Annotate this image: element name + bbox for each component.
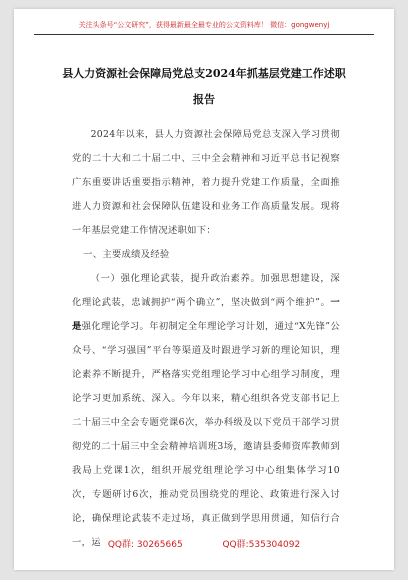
section-heading: 一、主要成绩及经验	[83, 249, 170, 260]
qq-group-1: QQ群: 30265665	[107, 540, 183, 550]
document-page	[14, 9, 394, 570]
qq-group-2: QQ群:535304092	[222, 540, 301, 550]
paragraph-opening: （一）强化理论武装，提升政治素养。加强思想建设，深化理论武装，忠诚拥护“两个确立”，坚决做到“两个维护”。	[72, 273, 340, 308]
emphasis-marker: 一是	[72, 297, 340, 332]
intro-paragraph: 2024年以来，县人力资源社会保障局党总支深入学习贯彻党的二十大和二十届二中、三中全会精神和习近平总书记视察广东重要讲话重要指示精神，着力提升党建工作质量，全面推进人力资源和社会保障队伍建设和业务工作高质量发展。现将一年基层党建工作情况述职如下：	[72, 129, 340, 236]
body-paragraph	[72, 267, 340, 555]
paragraph-continuation: 强化理论学习。年初制定全年理论学习计划，通过“X先锋”公众号、“学习强国”平台等渠道及时跟进学习新的理论知识，理论素养不断提升，严格落实党组理论学习中心组学习制度，理论学习更加系统、深入。今年以来，精心组织各党支部书记上二十届三中全会专题党课6次，举办科级及以下党员干部学习贯彻党的二十届三中全会精神培训班3场，邀请县委师资库教师到我局上党课1次，组织开展党组理论学习中心组集体学习10次，专题研讨6次，推动党员围绕党的理论、政策进行深入讨论，确保理论武装不走过场，真正做到学思用贯通，知信行合一，运	[72, 321, 340, 548]
document-title: 县人力资源社会保障局党总支2024年抓基层党建工作述职	[62, 67, 346, 80]
footer-contact	[14, 537, 394, 550]
document-title-continued: 报告	[193, 93, 215, 106]
promo-banner: 关注头条号“公文研究”，获得最新最全最专业的公文资料库！ 微信：gongwenyj	[34, 21, 374, 35]
